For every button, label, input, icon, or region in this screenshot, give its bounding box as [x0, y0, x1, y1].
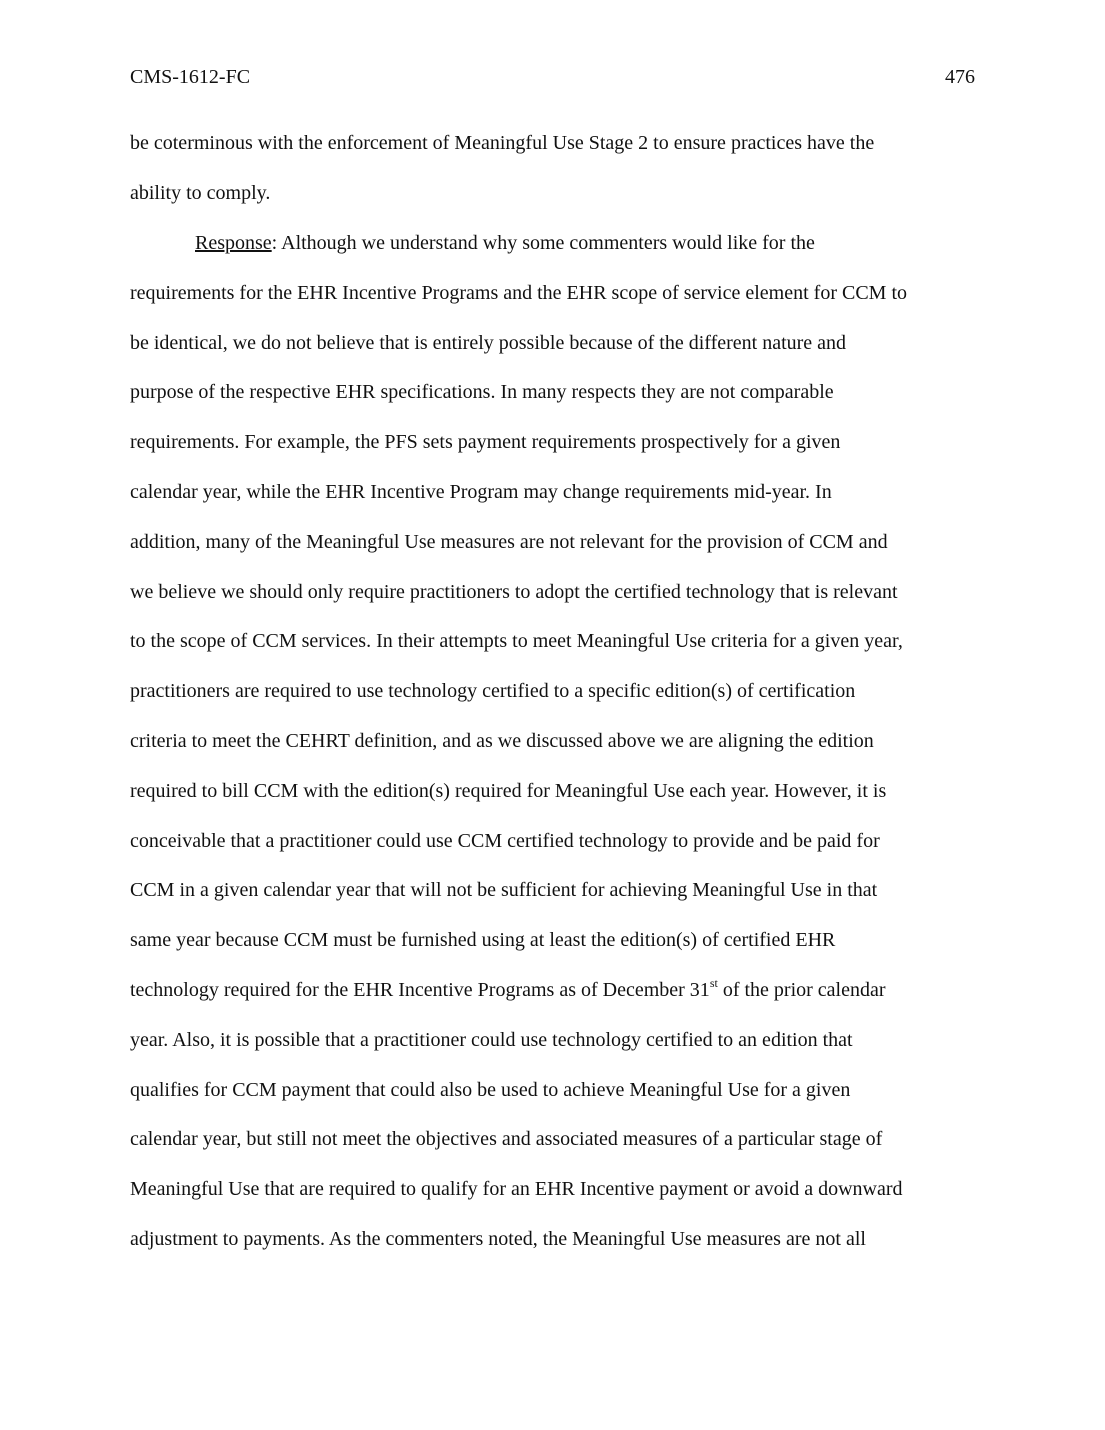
text-line: calendar year, while the EHR Incentive Program may change requirements mid-year. In	[130, 481, 832, 503]
page-number: 476	[945, 66, 975, 88]
text-line: year. Also, it is possible that a practitioner could use technology certified to an edition that	[130, 1029, 853, 1051]
text-line: adjustment to payments. As the commenters noted, the Meaningful Use measures are not all	[130, 1228, 866, 1250]
text-line: we believe we should only require practitioners to adopt the certified technology that is relevant	[130, 581, 898, 603]
text-line: ability to comply.	[130, 182, 271, 204]
text-line: required to bill CCM with the edition(s) required for Meaningful Use each year. However, it is	[130, 780, 887, 802]
text-line: CCM in a given calendar year that will not be sufficient for achieving Meaningful Use in that	[130, 879, 878, 901]
text-span: : Although we understand why some commenters would like for the	[271, 232, 815, 254]
text-line: requirements. For example, the PFS sets payment requirements prospectively for a given	[130, 431, 841, 453]
text-line: practitioners are required to use technology certified to a specific edition(s) of certification	[130, 680, 856, 702]
text-line	[195, 230, 815, 256]
text-line	[130, 977, 886, 1003]
text-line: qualifies for CCM payment that could also be used to achieve Meaningful Use for a given	[130, 1079, 851, 1101]
text-line: Meaningful Use that are required to qualify for an EHR Incentive payment or avoid a downward	[130, 1178, 903, 1200]
text-line: calendar year, but still not meet the objectives and associated measures of a particular stage of	[130, 1128, 883, 1150]
text-span: technology required for the EHR Incentive Programs as of December 31	[130, 979, 710, 1001]
text-line: addition, many of the Meaningful Use measures are not relevant for the provision of CCM and	[130, 531, 888, 553]
text-line: criteria to meet the CEHRT definition, and as we discussed above we are aligning the edition	[130, 730, 874, 752]
text-line: same year because CCM must be furnished using at least the edition(s) of certified EHR	[130, 929, 836, 951]
text-line: to the scope of CCM services. In their attempts to meet Meaningful Use criteria for a given year,	[130, 630, 903, 652]
text-line: conceivable that a practitioner could use CCM certified technology to provide and be paid for	[130, 830, 880, 852]
page-header	[130, 66, 975, 92]
text-line: be coterminous with the enforcement of Meaningful Use Stage 2 to ensure practices have the	[130, 132, 875, 154]
text-line: be identical, we do not believe that is entirely possible because of the different nature and	[130, 332, 847, 354]
response-label: Response	[195, 232, 272, 254]
text-line: purpose of the respective EHR specifications. In many respects they are not comparable	[130, 381, 834, 403]
text-line: requirements for the EHR Incentive Programs and the EHR scope of service element for CCM to	[130, 282, 908, 304]
text-span: of the prior calendar	[717, 979, 886, 1001]
ordinal-superscript: st	[709, 976, 718, 990]
document-id: CMS-1612-FC	[130, 66, 251, 88]
